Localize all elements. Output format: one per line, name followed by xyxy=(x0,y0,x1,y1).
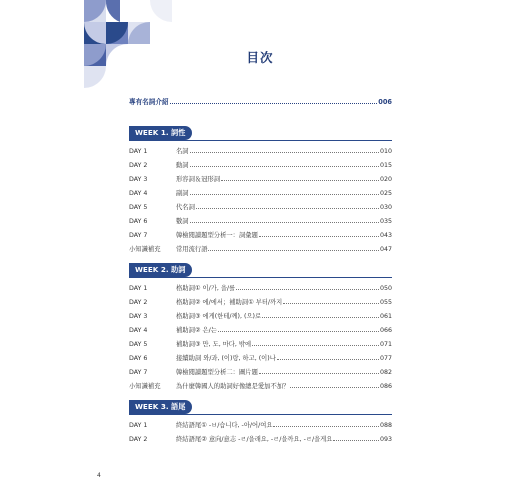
toc-row[interactable] xyxy=(129,145,392,159)
week-heading: WEEK 3. 語尾 xyxy=(129,400,192,414)
day-label: DAY 2 xyxy=(129,436,148,443)
entry-page: 082 xyxy=(379,369,392,376)
entry-title: 韓檢閱讀題型分析二：圖片題 xyxy=(176,369,258,376)
entry-page: 077 xyxy=(379,355,392,362)
entry-page: 015 xyxy=(379,162,392,169)
entry-title: 動詞 xyxy=(176,162,189,169)
toc-entry-glossary[interactable] xyxy=(129,96,392,106)
dot-leader xyxy=(262,317,379,318)
page-number: 4 xyxy=(97,472,101,479)
toc-row[interactable] xyxy=(129,243,392,257)
week-heading: WEEK 2. 助詞 xyxy=(129,263,192,277)
dot-leader xyxy=(196,208,379,209)
day-label: DAY 7 xyxy=(129,369,148,376)
entry-title: 終結語尾① -ㅂ/습니다, -아/어/여요 xyxy=(176,422,273,429)
toc-row[interactable] xyxy=(129,324,392,338)
toc-row[interactable] xyxy=(129,296,392,310)
entry-title: 補助詞② 은/는 xyxy=(176,327,217,334)
entry-title: 格助詞③ 에게(한테/께), (으)로 xyxy=(176,313,262,320)
day-label: DAY 1 xyxy=(129,148,148,155)
dot-leader xyxy=(190,166,379,167)
dot-leader xyxy=(277,359,379,360)
entry-title: 數詞 xyxy=(176,218,189,225)
entry-page: 071 xyxy=(379,341,392,348)
day-label: DAY 3 xyxy=(129,176,148,183)
day-label: DAY 4 xyxy=(129,327,148,334)
entry-title: 補助詞③ 만, 도, 마다, 밖에 xyxy=(176,341,252,348)
week-heading: WEEK 1. 詞性 xyxy=(129,126,192,140)
toc-row[interactable] xyxy=(129,229,392,243)
week-section xyxy=(129,120,392,257)
dot-leader xyxy=(221,180,379,181)
entry-page: 066 xyxy=(379,327,392,334)
dot-leader xyxy=(190,222,379,223)
entry-page: 047 xyxy=(379,246,392,253)
day-label: DAY 3 xyxy=(129,313,148,320)
entry-title: 接續助詞 와/과, (이)랑, 하고, (이)나 xyxy=(176,355,276,362)
toc-row[interactable] xyxy=(129,159,392,173)
toc-row[interactable] xyxy=(129,173,392,187)
entry-title: 終結語尾② 意向/意志 -ㄹ/을래요, -ㄹ/을까요, -ㄹ/을게요 xyxy=(176,436,333,443)
toc-row[interactable] xyxy=(129,338,392,352)
dot-leader xyxy=(208,250,378,251)
entry-title: 形容詞＆冠形詞 xyxy=(176,176,221,183)
toc-row[interactable] xyxy=(129,352,392,366)
entry-page: 093 xyxy=(379,436,392,443)
toc-row[interactable] xyxy=(129,282,392,296)
dot-leader xyxy=(218,331,379,332)
entry-page: 050 xyxy=(379,285,392,292)
toc-entry-page: 006 xyxy=(378,98,392,106)
entry-page: 020 xyxy=(379,176,392,183)
day-label: DAY 4 xyxy=(129,190,148,197)
dot-leader xyxy=(170,103,378,104)
toc-row[interactable] xyxy=(129,419,392,433)
day-label: DAY 6 xyxy=(129,218,148,225)
corner-decoration xyxy=(0,0,200,90)
entry-page: 088 xyxy=(379,422,392,429)
day-label: DAY 6 xyxy=(129,355,148,362)
entry-title: 為什麼韓國人的助詞好像總是愛加不加？ xyxy=(176,383,290,390)
day-label: DAY 2 xyxy=(129,299,148,306)
dot-leader xyxy=(259,373,379,374)
dot-leader xyxy=(283,303,379,304)
day-label: DAY 5 xyxy=(129,341,148,348)
entry-page: 086 xyxy=(379,383,392,390)
entry-page: 035 xyxy=(379,218,392,225)
page-title: 目次 xyxy=(246,50,274,65)
day-label: DAY 5 xyxy=(129,204,148,211)
toc-row[interactable] xyxy=(129,310,392,324)
week-section xyxy=(129,257,392,394)
toc-row[interactable] xyxy=(129,201,392,215)
day-label: 小知識補充 xyxy=(129,246,161,253)
dot-leader xyxy=(236,289,379,290)
toc-row[interactable] xyxy=(129,366,392,380)
entry-title: 格助詞② 에/에서；補助詞① 부터/까지 xyxy=(176,299,283,306)
entry-page: 043 xyxy=(379,232,392,239)
dot-leader xyxy=(273,426,379,427)
week-section xyxy=(129,394,392,447)
dot-leader xyxy=(190,194,379,195)
dot-leader xyxy=(252,345,379,346)
day-label: DAY 2 xyxy=(129,162,148,169)
entry-page: 010 xyxy=(379,148,392,155)
toc-row[interactable] xyxy=(129,433,392,447)
entry-title: 格助詞① 이/가, 을/를 xyxy=(176,285,236,292)
day-label: DAY 1 xyxy=(129,285,148,292)
dot-leader xyxy=(259,236,379,237)
dot-leader xyxy=(290,387,379,388)
dot-leader xyxy=(190,152,379,153)
entry-title: 韓檢閱讀題型分析一：詞彙題 xyxy=(176,232,258,239)
toc-entry-label: 專有名詞介紹 xyxy=(129,98,169,106)
entry-title: 名詞 xyxy=(176,148,189,155)
entry-page: 030 xyxy=(379,204,392,211)
entry-title: 副詞 xyxy=(176,190,189,197)
toc-row[interactable] xyxy=(129,215,392,229)
toc-row[interactable] xyxy=(129,187,392,201)
entry-page: 025 xyxy=(379,190,392,197)
entry-title: 代名詞 xyxy=(176,204,195,211)
day-label: 小知識補充 xyxy=(129,383,161,390)
entry-title: 常用流行語 xyxy=(176,246,208,253)
day-label: DAY 7 xyxy=(129,232,148,239)
dot-leader xyxy=(333,440,379,441)
day-label: DAY 1 xyxy=(129,422,148,429)
toc-row[interactable] xyxy=(129,380,392,394)
entry-page: 055 xyxy=(379,299,392,306)
entry-page: 061 xyxy=(379,313,392,320)
